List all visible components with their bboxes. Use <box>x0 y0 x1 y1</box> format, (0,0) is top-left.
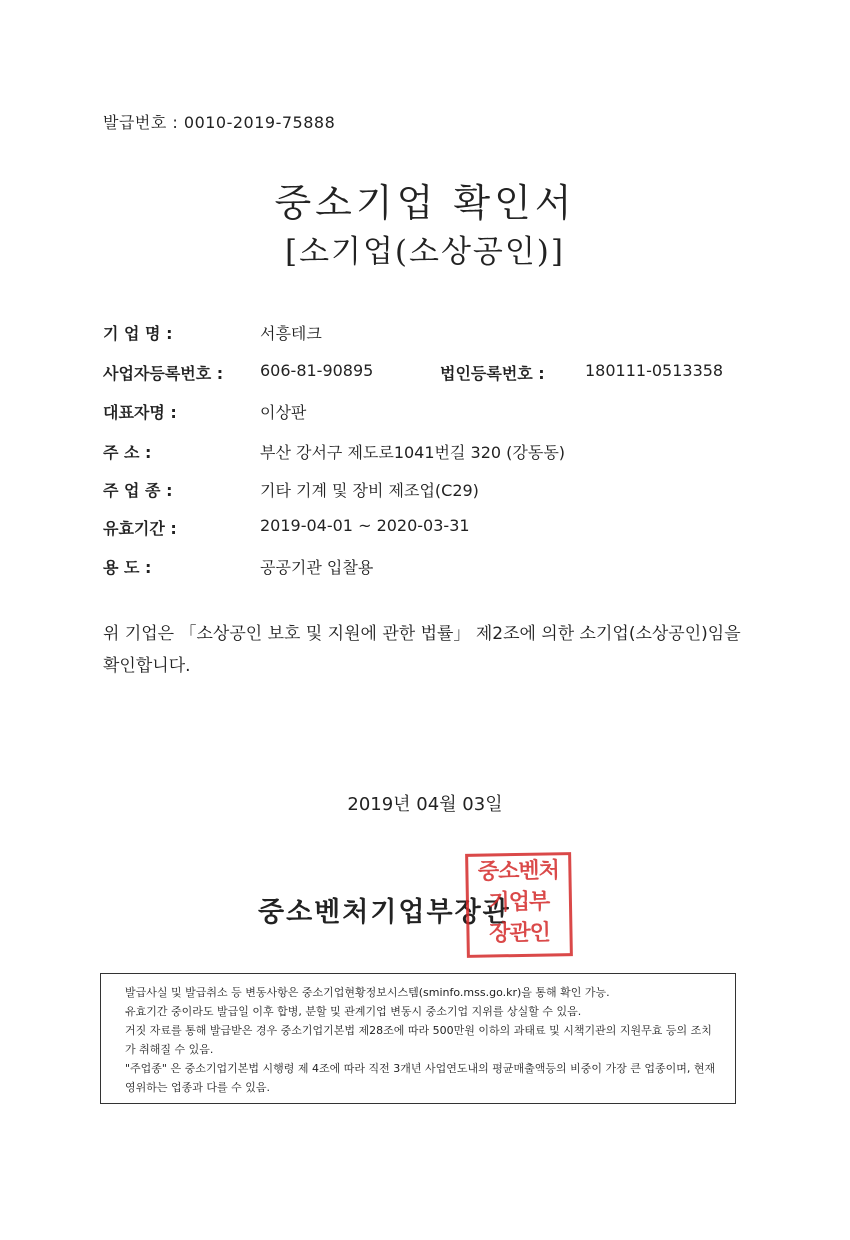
confirmation-statement: 위 기업은 「소상공인 보호 및 지원에 관한 법률」 제2조에 의한 소기업(소상공인)임을 확인합니다. <box>103 624 741 676</box>
field-label-corporate-registration: 법인등록번호 : <box>440 364 545 383</box>
seal-text-line: 장관인 <box>488 920 551 947</box>
field-value-corporate-registration: 180111-0513358 <box>585 361 724 380</box>
official-seal-stamp <box>465 852 573 958</box>
field-value: 2019-04-01 ~ 2020-03-31 <box>260 516 470 535</box>
field-value: 공공기관 입찰용 <box>260 558 374 577</box>
issue-number: 발급번호 : 0010-2019-75888 <box>103 113 336 132</box>
field-value: 기타 기계 및 장비 제조업(C29) <box>260 481 479 500</box>
seal-text-line: 중소벤처 <box>477 858 560 885</box>
field-label: 사업자등록번호 : <box>103 364 224 383</box>
field-label: 주 소 : <box>103 443 152 462</box>
field-value: 부산 강서구 제도로1041번길 320 (강동동) <box>260 443 566 462</box>
notice-line: 거짓 자료를 통해 발급받은 경우 중소기업기본법 제28조에 따라 500만원 이하의 과태료 및 시책기관의 지원무효 등의 조치가 취해질 수 있음. <box>125 1024 712 1056</box>
notice-line: "주업종" 은 중소기업기본법 시행령 제 4조에 따라 직전 3개년 사업연도내의 평균매출액등의 비중이 가장 큰 업종이며, 현재 영위하는 업종과 다를 수 있음. <box>125 1062 716 1094</box>
field-label: 용 도 : <box>103 558 152 577</box>
seal-text-line: 기업부 <box>488 889 550 916</box>
field-label: 대표자명 : <box>103 403 177 422</box>
issuer-name: 중소벤처기업부장관 <box>258 897 511 928</box>
document-subtitle: [소기업(소상공인)] <box>285 234 565 270</box>
field-label: 기 업 명 : <box>103 324 173 343</box>
field-label: 주 업 종 : <box>103 481 173 500</box>
field-value: 서흥테크 <box>260 324 322 343</box>
field-value: 606-81-90895 <box>260 361 374 380</box>
notice-line: 발급사실 및 발급취소 등 변동사항은 중소기업현황정보시스템(sminfo.mss.go.kr)을 통해 확인 가능. <box>125 986 610 999</box>
document-title: 중소기업 확인서 <box>274 181 576 225</box>
field-label: 유효기간 : <box>103 519 177 538</box>
issue-date: 2019년 04월 03일 <box>347 794 503 815</box>
notice-box <box>100 973 736 1104</box>
field-value: 이상판 <box>260 403 307 422</box>
notice-line: 유효기간 중이라도 발급일 이후 합병, 분할 및 관계기업 변동시 중소기업 지위를 상실할 수 있음. <box>125 1005 582 1018</box>
